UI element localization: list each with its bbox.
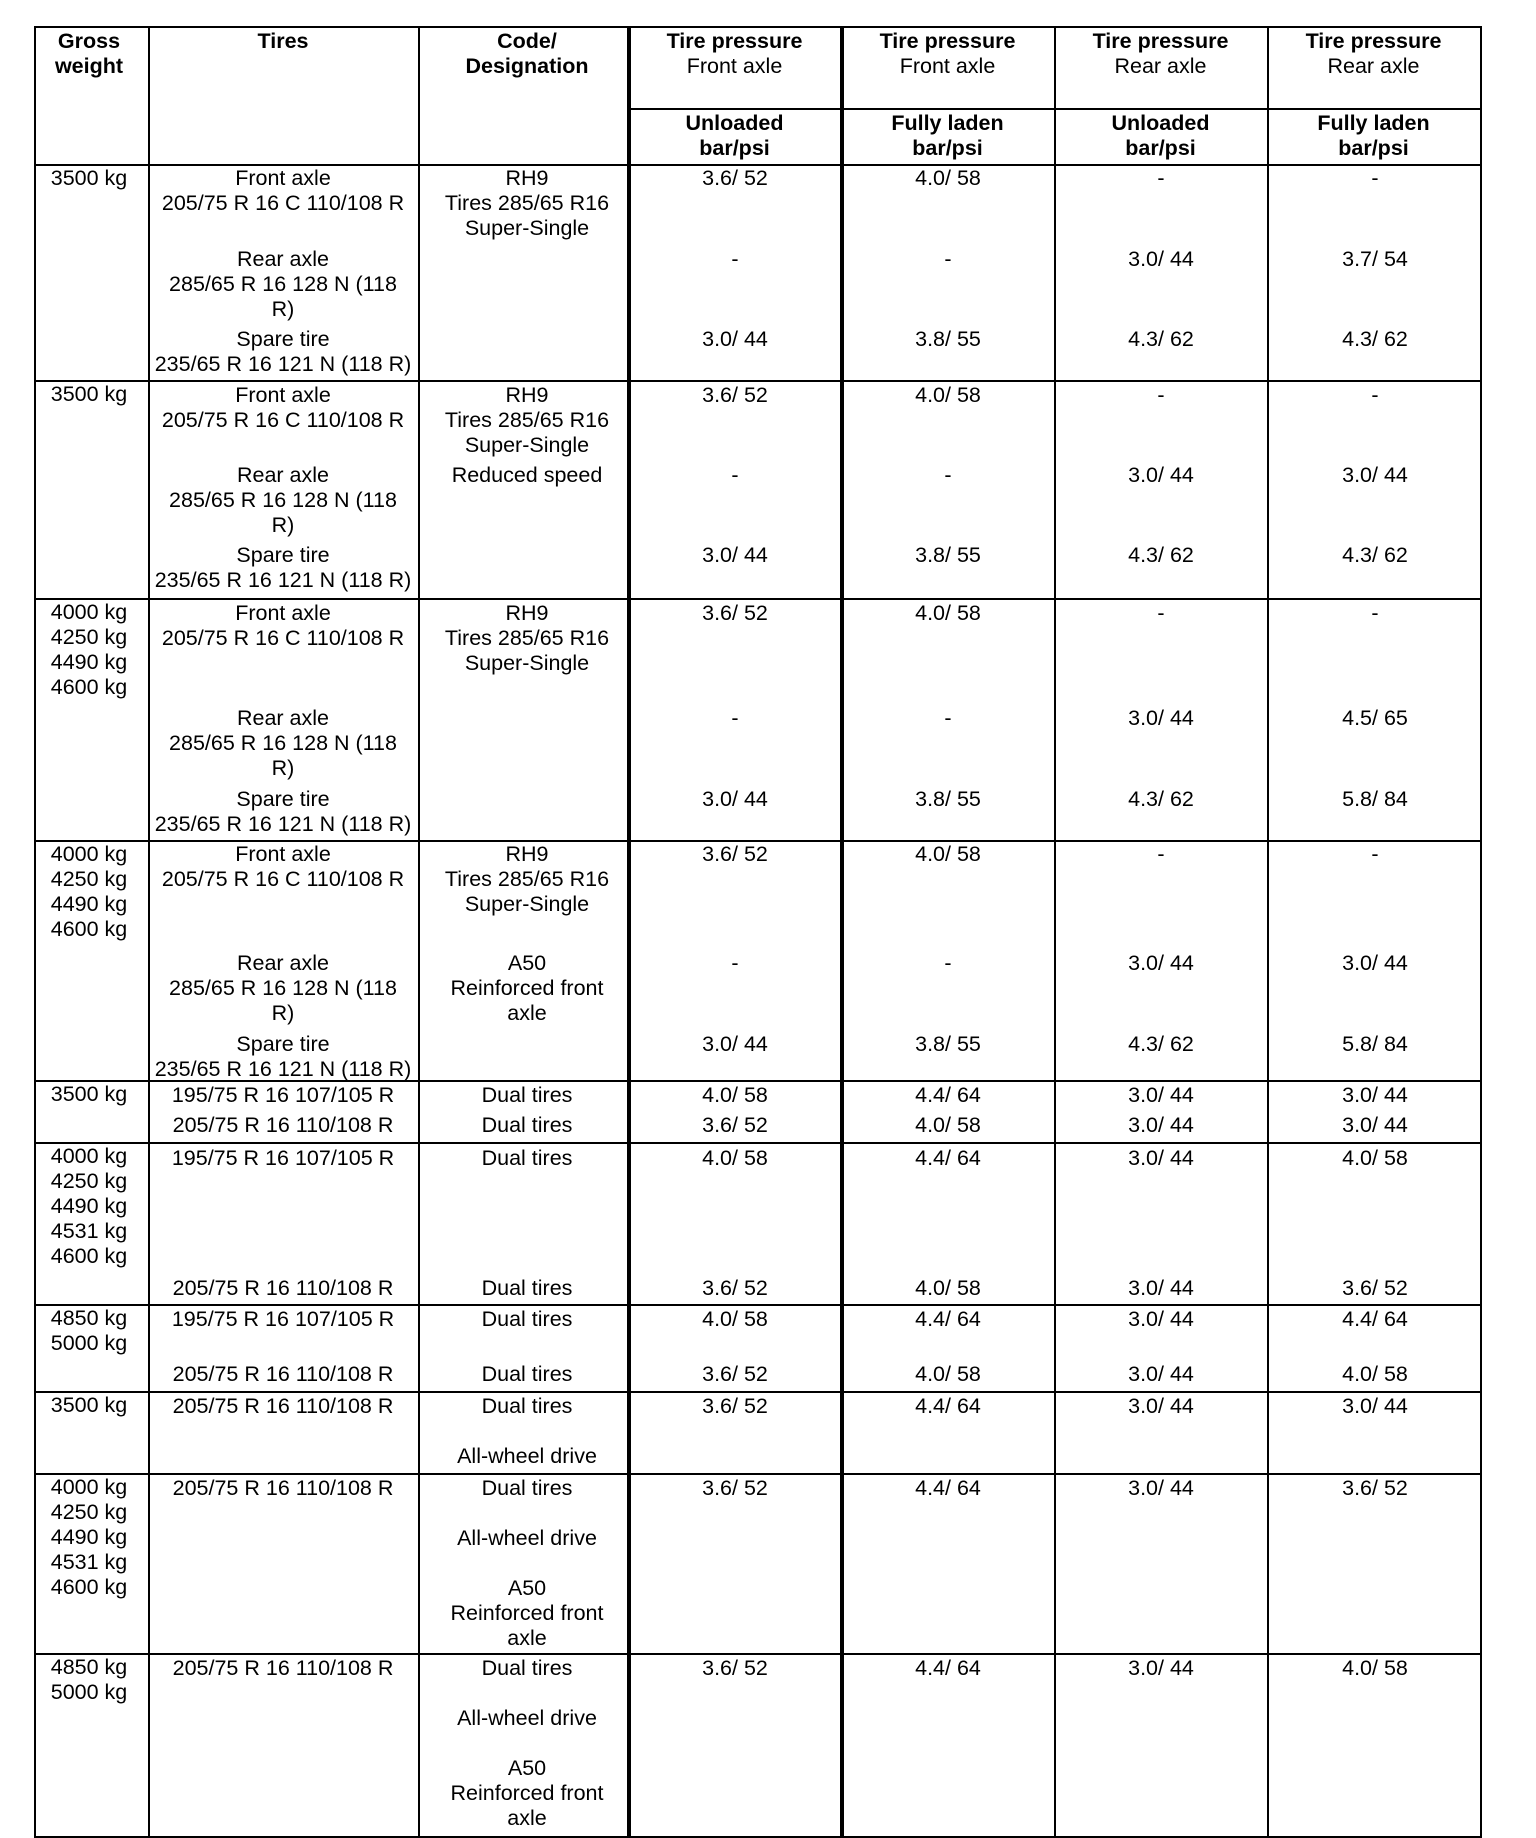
pressure-value-cell: 3.6/ 52 [702, 166, 768, 190]
pressure-value-cell: 4.0/ 58 [702, 1146, 768, 1170]
code-designation-cell: Dual tires All-wheel drive A50 Reinforced front axle [450, 1656, 604, 1830]
pressure-value-cell: 3.0/ 44 [1128, 1656, 1194, 1680]
row-group-border [34, 1304, 1480, 1306]
pressure-value-cell: 4.0/ 58 [915, 1276, 981, 1300]
gross-weight-cell: 3500 kg [50, 1393, 128, 1417]
header-pressure-title: Tire pressure [879, 29, 1016, 53]
tire-size-cell: Rear axle 285/65 R 16 128 N (118 R) [169, 247, 397, 321]
pressure-value-cell: 4.0/ 58 [702, 1307, 768, 1331]
pressure-value-cell: 4.5/ 65 [1342, 706, 1408, 730]
col-divider-p1 [627, 26, 631, 1838]
pressure-value-cell: 3.0/ 44 [702, 787, 768, 811]
pressure-value-cell: - [731, 706, 739, 730]
pressure-value-cell: 3.0/ 44 [1128, 951, 1194, 975]
pressure-value-cell: 3.6/ 52 [702, 1113, 768, 1137]
pressure-value-cell: 4.0/ 58 [1342, 1362, 1408, 1386]
pressure-value-cell: 3.0/ 44 [1342, 1083, 1408, 1107]
pressure-value-cell: 4.0/ 58 [915, 1113, 981, 1137]
gross-weight-cell: 4000 kg 4250 kg 4490 kg 4600 kg [50, 842, 128, 941]
tire-size-cell: 205/75 R 16 110/108 R [172, 1362, 394, 1386]
tire-size-cell: Front axle 205/75 R 16 C 110/108 R [161, 842, 405, 891]
code-designation-cell: A50 Reinforced front axle [450, 951, 604, 1025]
header-pressure-state: Unloaded bar/psi [1111, 111, 1210, 160]
gross-weight-cell: 3500 kg [50, 382, 128, 406]
pressure-value-cell: 3.0/ 44 [702, 1032, 768, 1056]
pressure-value-cell: 3.0/ 44 [1128, 1113, 1194, 1137]
tire-size-cell: Spare tire 235/65 R 16 121 N (118 R) [154, 543, 412, 592]
gross-weight-cell: 4000 kg 4250 kg 4490 kg 4600 kg [50, 600, 128, 699]
pressure-value-cell: 3.0/ 44 [702, 543, 768, 567]
pressure-value-cell: - [1157, 842, 1165, 866]
header-pressure-axle: Front axle [686, 54, 783, 78]
code-designation-cell: Dual tires [481, 1146, 573, 1170]
pressure-value-cell: 4.0/ 58 [915, 166, 981, 190]
pressure-value-cell: 3.0/ 44 [1342, 1394, 1408, 1418]
tire-size-cell: 205/75 R 16 110/108 R [172, 1656, 394, 1680]
pressure-value-cell: 4.3/ 62 [1342, 543, 1408, 567]
pressure-value-cell: - [731, 463, 739, 487]
tire-size-cell: Front axle 205/75 R 16 C 110/108 R [161, 601, 405, 650]
pressure-value-cell: 3.0/ 44 [1128, 1307, 1194, 1331]
code-designation-cell: RH9 Tires 285/65 R16 Super-Single [444, 601, 610, 675]
col-divider-p3 [1054, 26, 1056, 1838]
pressure-value-cell: 4.0/ 58 [915, 1362, 981, 1386]
tire-size-cell: 205/75 R 16 110/108 R [172, 1476, 394, 1500]
pressure-value-cell: 3.6/ 52 [1342, 1476, 1408, 1500]
gross-weight-cell: 4850 kg 5000 kg [50, 1306, 128, 1355]
code-designation-cell: Dual tires All-wheel drive A50 Reinforced front axle [450, 1476, 604, 1650]
header-code: Code/ Designation [465, 29, 589, 78]
col-divider-p4 [1267, 26, 1269, 1838]
tire-size-cell: Spare tire 235/65 R 16 121 N (118 R) [154, 327, 412, 376]
code-designation-cell: Dual tires [481, 1113, 573, 1137]
pressure-value-cell: 3.6/ 52 [702, 601, 768, 625]
pressure-value-cell: 4.3/ 62 [1128, 1032, 1194, 1056]
pressure-value-cell: 3.6/ 52 [1342, 1276, 1408, 1300]
pressure-value-cell: - [1157, 383, 1165, 407]
pressure-value-cell: 3.6/ 52 [702, 383, 768, 407]
col-divider-code [418, 26, 420, 1838]
code-designation-cell: Dual tires All-wheel drive [457, 1394, 597, 1468]
pressure-value-cell: 3.0/ 44 [1128, 463, 1194, 487]
pressure-value-cell: 3.6/ 52 [702, 1476, 768, 1500]
pressure-value-cell: 3.6/ 52 [702, 1394, 768, 1418]
header-pressure-state: Fully laden bar/psi [891, 111, 1004, 160]
tire-size-cell: Rear axle 285/65 R 16 128 N (118 R) [169, 706, 397, 780]
gross-weight-cell: 4000 kg 4250 kg 4490 kg 4531 kg 4600 kg [50, 1144, 128, 1268]
pressure-value-cell: 3.0/ 44 [1342, 951, 1408, 975]
row-group-border [34, 1391, 1480, 1393]
pressure-value-cell: 4.4/ 64 [1342, 1307, 1408, 1331]
tire-size-cell: 205/75 R 16 110/108 R [172, 1394, 394, 1418]
pressure-value-cell: 4.4/ 64 [915, 1083, 981, 1107]
tire-size-cell: Rear axle 285/65 R 16 128 N (118 R) [169, 463, 397, 537]
table-top-border [34, 26, 1480, 28]
pressure-value-cell: 4.3/ 62 [1128, 787, 1194, 811]
header-pressure-title: Tire pressure [1092, 29, 1229, 53]
header-gross-weight: Gross weight [54, 29, 124, 78]
code-designation-cell: RH9 Tires 285/65 R16 Super-Single [444, 383, 610, 457]
code-designation-cell: Reduced speed [451, 463, 603, 487]
pressure-value-cell: 4.0/ 58 [915, 383, 981, 407]
pressure-value-cell: 3.8/ 55 [915, 543, 981, 567]
gross-weight-cell: 3500 kg [50, 1082, 128, 1106]
pressure-value-cell: 3.0/ 44 [1342, 463, 1408, 487]
pressure-value-cell: - [1157, 166, 1165, 190]
pressure-value-cell: 5.8/ 84 [1342, 787, 1408, 811]
header-pressure-title: Tire pressure [1305, 29, 1442, 53]
tire-size-cell: 205/75 R 16 110/108 R [172, 1276, 394, 1300]
pressure-value-cell: - [1371, 601, 1379, 625]
pressure-value-cell: 3.0/ 44 [1128, 1394, 1194, 1418]
pressure-value-cell: - [1371, 842, 1379, 866]
pressure-value-cell: 3.0/ 44 [1128, 1276, 1194, 1300]
pressure-value-cell: - [1371, 166, 1379, 190]
pressure-value-cell: 4.0/ 58 [1342, 1656, 1408, 1680]
gross-weight-cell: 4850 kg 5000 kg [50, 1655, 128, 1704]
tire-size-cell: 195/75 R 16 107/105 R [171, 1307, 395, 1331]
gross-weight-cell: 3500 kg [50, 166, 128, 190]
pressure-value-cell: - [944, 247, 952, 271]
row-group-border [34, 1473, 1480, 1475]
tire-size-cell: Rear axle 285/65 R 16 128 N (118 R) [169, 951, 397, 1025]
code-designation-cell: Dual tires [481, 1276, 573, 1300]
tire-size-cell: Front axle 205/75 R 16 C 110/108 R [161, 383, 405, 432]
pressure-value-cell: 3.0/ 44 [1128, 247, 1194, 271]
row-group-border [34, 380, 1480, 382]
pressure-value-cell: 4.0/ 58 [915, 601, 981, 625]
header-pressure-state: Fully laden bar/psi [1317, 111, 1430, 160]
pressure-value-cell: 3.6/ 52 [702, 842, 768, 866]
pressure-value-cell: 3.0/ 44 [1128, 706, 1194, 730]
header-pressure-axle: Rear axle [1327, 54, 1420, 78]
pressure-value-cell: - [731, 247, 739, 271]
pressure-value-cell: 3.0/ 44 [1128, 1476, 1194, 1500]
pressure-value-cell: 4.3/ 62 [1128, 543, 1194, 567]
header-pressure-axle: Front axle [899, 54, 996, 78]
pressure-value-cell: 4.3/ 62 [1342, 327, 1408, 351]
pressure-value-cell: 3.8/ 55 [915, 327, 981, 351]
pressure-value-cell: - [1157, 601, 1165, 625]
pressure-value-cell: 4.4/ 64 [915, 1146, 981, 1170]
pressure-value-cell: 3.0/ 44 [1128, 1146, 1194, 1170]
tire-size-cell: 195/75 R 16 107/105 R [171, 1146, 395, 1170]
code-designation-cell: RH9 Tires 285/65 R16 Super-Single [444, 842, 610, 916]
pressure-value-cell: - [944, 951, 952, 975]
pressure-value-cell: 3.0/ 44 [1128, 1083, 1194, 1107]
pressure-value-cell: 4.3/ 62 [1128, 327, 1194, 351]
header-pressure-state: Unloaded bar/psi [685, 111, 784, 160]
code-designation-cell: RH9 Tires 285/65 R16 Super-Single [444, 166, 610, 240]
pressure-value-cell: 5.8/ 84 [1342, 1032, 1408, 1056]
tire-size-cell: 195/75 R 16 107/105 R [171, 1083, 395, 1107]
row-group-border [34, 1653, 1480, 1655]
pressure-value-cell: 3.6/ 52 [702, 1656, 768, 1680]
pressure-value-cell: 4.4/ 64 [915, 1307, 981, 1331]
header-pressure-title: Tire pressure [666, 29, 803, 53]
pressure-value-cell: 4.0/ 58 [1342, 1146, 1408, 1170]
header-pressure-axle: Rear axle [1114, 54, 1207, 78]
code-designation-cell: Dual tires [481, 1362, 573, 1386]
tire-size-cell: 205/75 R 16 110/108 R [172, 1113, 394, 1137]
code-designation-cell: Dual tires [481, 1083, 573, 1107]
pressure-value-cell: - [944, 463, 952, 487]
pressure-value-cell: 4.4/ 64 [915, 1656, 981, 1680]
pressure-value-cell: 3.6/ 52 [702, 1276, 768, 1300]
tire-size-cell: Spare tire 235/65 R 16 121 N (118 R) [154, 787, 412, 836]
tire-size-cell: Spare tire 235/65 R 16 121 N (118 R) [154, 1032, 412, 1081]
pressure-value-cell: - [731, 951, 739, 975]
tire-size-cell: Front axle 205/75 R 16 C 110/108 R [161, 166, 405, 215]
pressure-value-cell: 4.4/ 64 [915, 1476, 981, 1500]
pressure-value-cell: 3.8/ 55 [915, 1032, 981, 1056]
pressure-value-cell: 3.0/ 44 [1342, 1113, 1408, 1137]
pressure-value-cell: 3.7/ 54 [1342, 247, 1408, 271]
header-tires: Tires [257, 29, 309, 53]
table-right-border [1480, 26, 1482, 1838]
pressure-value-cell: - [1371, 383, 1379, 407]
pressure-value-cell: 4.0/ 58 [702, 1083, 768, 1107]
pressure-value-cell: 3.6/ 52 [702, 1362, 768, 1386]
pressure-value-cell: 4.4/ 64 [915, 1394, 981, 1418]
col-divider-p2 [840, 26, 844, 1838]
pressure-value-cell: 4.0/ 58 [915, 842, 981, 866]
pressure-value-cell: 3.0/ 44 [702, 327, 768, 351]
row-group-border [34, 598, 1480, 600]
pressure-value-cell: - [944, 706, 952, 730]
code-designation-cell: Dual tires [481, 1307, 573, 1331]
pressure-value-cell: 3.0/ 44 [1128, 1362, 1194, 1386]
gross-weight-cell: 4000 kg 4250 kg 4490 kg 4531 kg 4600 kg [50, 1475, 128, 1599]
pressure-value-cell: 3.8/ 55 [915, 787, 981, 811]
row-group-border [34, 1142, 1480, 1144]
